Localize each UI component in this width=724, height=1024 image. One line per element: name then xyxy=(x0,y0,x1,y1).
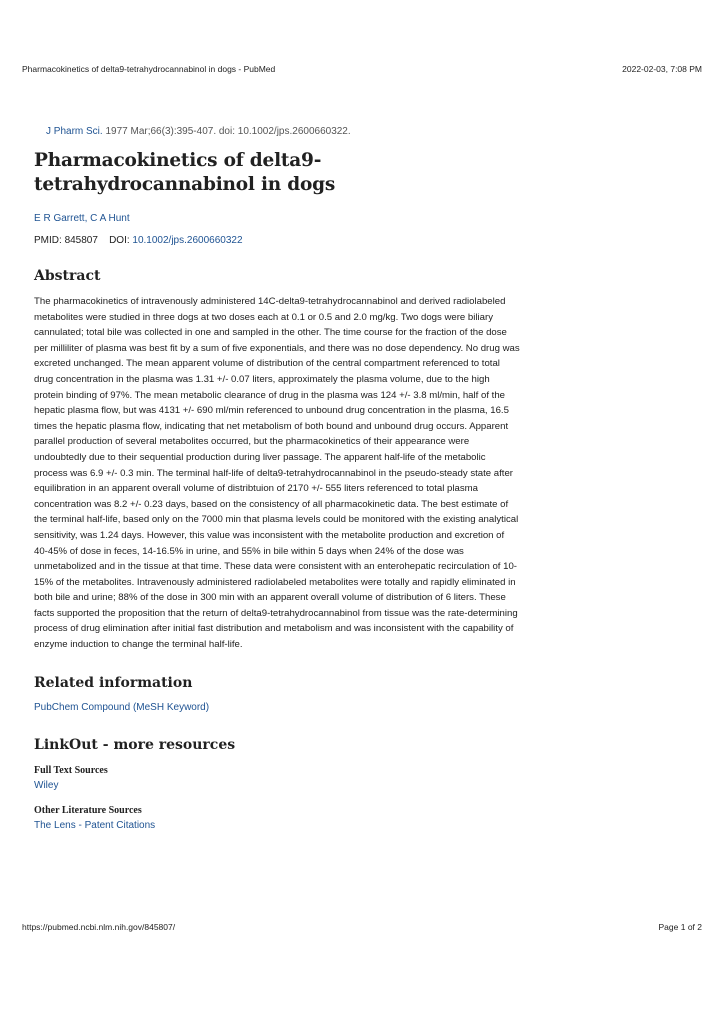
other-literature-sources-heading: Other Literature Sources xyxy=(34,804,142,816)
abstract-text: The pharmacokinetics of intravenously administered 14C-delta9-tetrahydrocannabinol and derived radiolabeled metabolites were studied in three dogs at two doses each at 0.1 or 0.5 and 2.0 mg/kg. Two dogs were biliary cannulated; total bile was collected in one and sampled in the other. The time course for the fraction of the dose per milliliter of plasma was best fit by a sum of five exponentials, and there was no dose dependency. No drug was excreted unchanged. The mean apparent volume of distribution of the central compartment referenced to total drug concentration in the plasma was 1.31 +/- 0.07 liters, approximately the plasma volume, due to the high protein binding of 97%. The mean metabolic clearance of drug in the plasma was 124 +/- 3.8 ml/min, half of the hepatic plasma flow, but was 4131 +/- 690 ml/min referenced to unbound drug concentration in the plasma, 16.5 times the hepatic plasma flow, indicating that net metabolism of both bound and unbound drug occurs. Apparent parallel production of several metabolites occurred, but the pharmacokinetics of their appearance were undoubtedly due to their sequential production during liver passage. The apparent half-life of the metabolic process was 6.9 +/- 0.3 min. The terminal half-life of delta9-tetrahydrocannabinol in the pseudo-steady state after equilibration in an apparent overall volume of distribtuion of 2170 +/- 555 liters referenced to total plasma concentration was 8.2 +/- 0.23 days, based on the consistency of all pharmacokinetic data. The best estimate of the terminal half-life, based only on the 7000 min that plasma levels could be monitored with the existing analytical sensitivity, was 1.24 days. However, this value was inconsistent with the metabolite production and excretion of 40-45% of dose in feces, 14-16.5% in urine, and 55% in bile within 5 days when 24% of the dose was unmetabolized and in the tissue at that time. These data were consistent with an enterohepatic recirculation of 10-15% of the metabolites. Intravenously administered radiolabeled metabolites were totally and rapidly eliminated in both bile and urine; 88% of the dose in 300 min with an apparent overall volume of distribution of 6 liters. These facts supported the proposition that the return of delta9-tetrahydrocannabinol from tissue was the rate-determining process of drug elimination after initial fast distribution and metabolism and was inconsistent with the capability of enzyme induction to change the terminal half-life. xyxy=(34,296,520,651)
full-text-sources-heading: Full Text Sources xyxy=(34,764,108,776)
author-link[interactable]: E R Garrett xyxy=(34,213,85,224)
citation-details: 1977 Mar;66(3):395-407. doi: 10.1002/jps.2600660322. xyxy=(102,126,351,137)
related-heading: Related information xyxy=(34,674,193,691)
author-list xyxy=(34,213,520,224)
doi-label: DOI: xyxy=(109,235,133,246)
article-title: Pharmacokinetics of delta9-tetrahydrocannabinol in dogs xyxy=(34,150,336,195)
doi-link[interactable]: 10.1002/jps.2600660322 xyxy=(132,235,243,246)
pmid-label: PMID: xyxy=(34,235,65,246)
article-content xyxy=(34,126,520,831)
print-url: https://pubmed.ncbi.nlm.nih.gov/845807/ xyxy=(22,922,176,932)
print-datetime: 2022-02-03, 7:08 PM xyxy=(622,64,702,74)
page-number: Page 1 of 2 xyxy=(658,922,702,932)
citation xyxy=(46,126,520,137)
author-link[interactable]: C A Hunt xyxy=(90,213,130,224)
print-header xyxy=(22,64,702,74)
print-footer xyxy=(22,922,702,932)
wiley-link[interactable]: Wiley xyxy=(34,779,59,791)
author-separator: , xyxy=(84,213,91,224)
abstract-heading: Abstract xyxy=(34,268,101,284)
linkout-heading: LinkOut - more resources xyxy=(34,736,236,753)
pubchem-link[interactable]: PubChem Compound (MeSH Keyword) xyxy=(34,701,210,713)
print-page-title: Pharmacokinetics of delta9-tetrahydrocannabinol in dogs - PubMed xyxy=(22,64,276,74)
lens-patent-link[interactable]: The Lens - Patent Citations xyxy=(34,819,156,831)
pmid-value: 845807 xyxy=(64,235,98,246)
journal-link[interactable]: J Pharm Sci. xyxy=(46,126,103,137)
article-identifiers xyxy=(34,235,520,246)
